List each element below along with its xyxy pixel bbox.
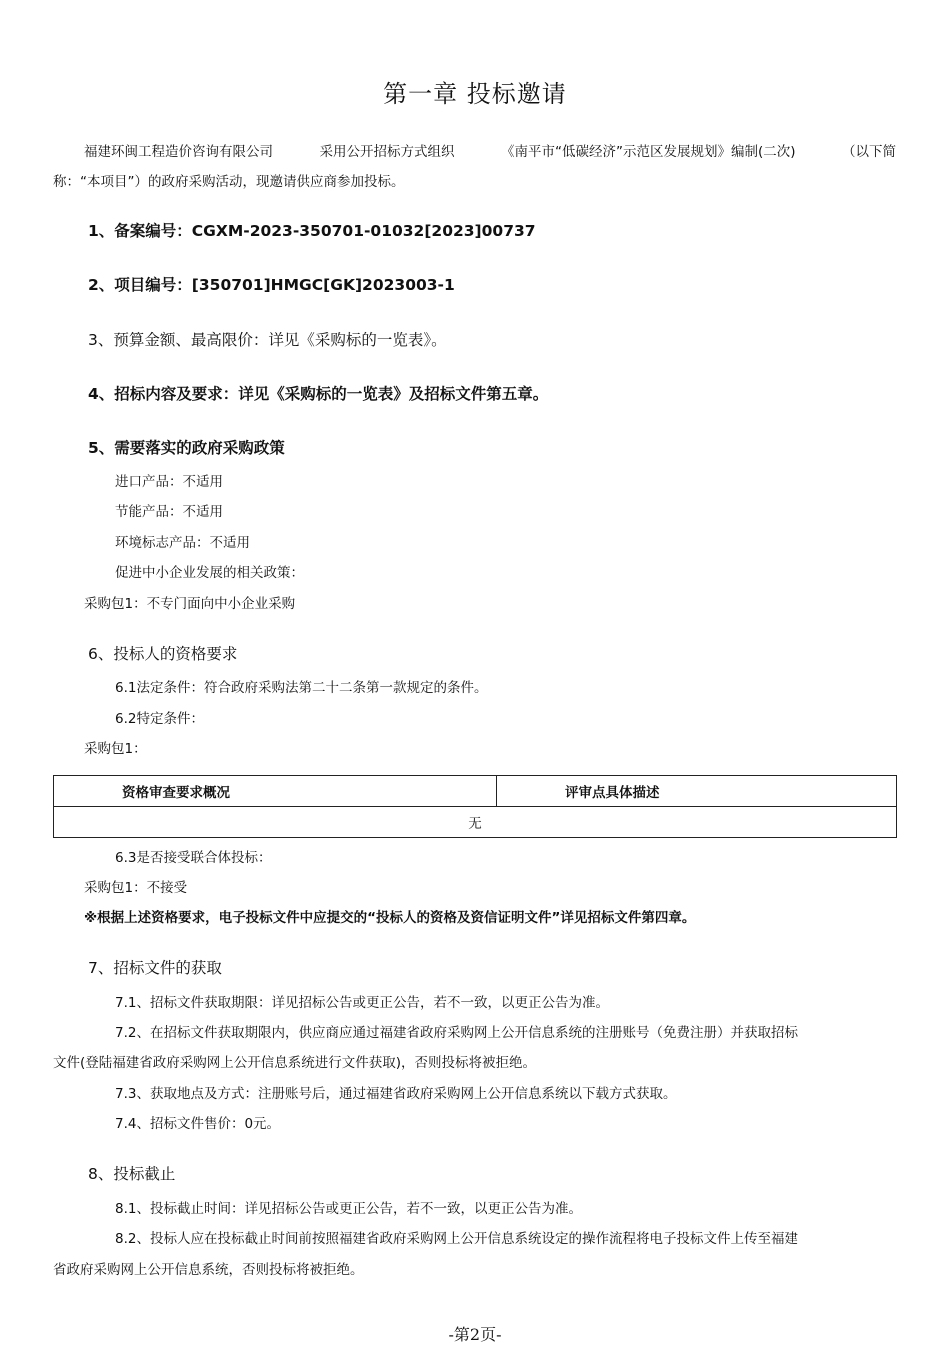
table-row [54, 807, 897, 838]
policy-item: 进口产品：不适用 [115, 474, 223, 490]
deadline-8-2-line-2: 省政府采购网上公开信息系统，否则投标将被拒绝。 [53, 1262, 364, 1278]
policy-item: 促进中小企业发展的相关政策： [115, 565, 304, 581]
intro-line-1 [84, 143, 896, 161]
qual-6-3: 6.3是否接受联合体投标： [115, 850, 272, 866]
qual-package: 采购包1： [84, 741, 147, 757]
intro-project: 《南平市“低碳经济”示范区发展规划》编制(二次) [500, 144, 796, 160]
doc-7-2-line-1: 7.2、在招标文件获取期限内，供应商应通过福建省政府采购网上公开信息系统的注册账号（免费注册）并获取招标 [115, 1025, 798, 1041]
section-3-budget: 3、预算金额、最高限价：详见《采购标的一览表》。 [88, 331, 447, 349]
intro-line-2: 称：“本项目”）的政府采购活动，现邀请供应商参加投标。 [53, 174, 405, 190]
joint-bid-package: 采购包1：不接受 [84, 880, 188, 896]
doc-7-1: 7.1、招标文件获取期限：详见招标公告或更正公告，若不一致，以更正公告为准。 [115, 995, 609, 1011]
policy-package: 采购包1：不专门面向中小企业采购 [84, 596, 296, 612]
policy-item: 环境标志产品：不适用 [115, 535, 250, 551]
intro-abbr: （以下简 [841, 144, 896, 160]
section-6-heading: 6、投标人的资格要求 [88, 645, 238, 663]
qual-6-2: 6.2特定条件： [115, 711, 204, 727]
section-8-heading: 8、投标截止 [88, 1165, 176, 1183]
qual-6-1: 6.1法定条件：符合政府采购法第二十二条第一款规定的条件。 [115, 680, 488, 696]
section-5-heading: 5、需要落实的政府采购政策 [88, 439, 285, 457]
chapter-title: 第一章 投标邀请 [383, 80, 567, 108]
col-header-description: 评审点具体描述 [497, 776, 897, 807]
page-number: -第2页- [448, 1325, 502, 1344]
doc-7-4: 7.4、招标文件售价：0元。 [115, 1116, 281, 1132]
section-1-record-number: 1、备案编号：CGXM-2023-350701-01032[2023]00737 [88, 222, 536, 240]
section-7-heading: 7、招标文件的获取 [88, 959, 222, 977]
section-2-project-number: 2、项目编号：[350701]HMGC[GK]2023003-1 [88, 276, 455, 294]
section-4-content: 4、招标内容及要求：详见《采购标的一览表》及招标文件第五章。 [88, 385, 549, 403]
policy-item: 节能产品：不适用 [115, 504, 223, 520]
doc-7-3: 7.3、获取地点及方式：注册账号后，通过福建省政府采购网上公开信息系统以下载方式获取。 [115, 1086, 677, 1102]
intro-method: 采用公开招标方式组织 [319, 144, 455, 160]
intro-agency: 福建环闽工程造价咨询有限公司 [84, 144, 273, 160]
qual-note: ※根据上述资格要求，电子投标文件中应提交的“投标人的资格及资信证明文件”详见招标文件第四章。 [84, 910, 696, 926]
col-header-requirement: 资格审查要求概况 [54, 776, 497, 807]
doc-7-2-line-2: 文件(登陆福建省政府采购网上公开信息系统进行文件获取)，否则投标将被拒绝。 [53, 1055, 537, 1071]
table-empty-cell: 无 [54, 807, 897, 838]
table-header-row [54, 776, 897, 807]
qualification-table [53, 775, 897, 838]
deadline-8-2-line-1: 8.2、投标人应在投标截止时间前按照福建省政府采购网上公开信息系统设定的操作流程将电子投标文件上传至福建 [115, 1231, 798, 1247]
deadline-8-1: 8.1、投标截止时间：详见招标公告或更正公告，若不一致，以更正公告为准。 [115, 1201, 582, 1217]
